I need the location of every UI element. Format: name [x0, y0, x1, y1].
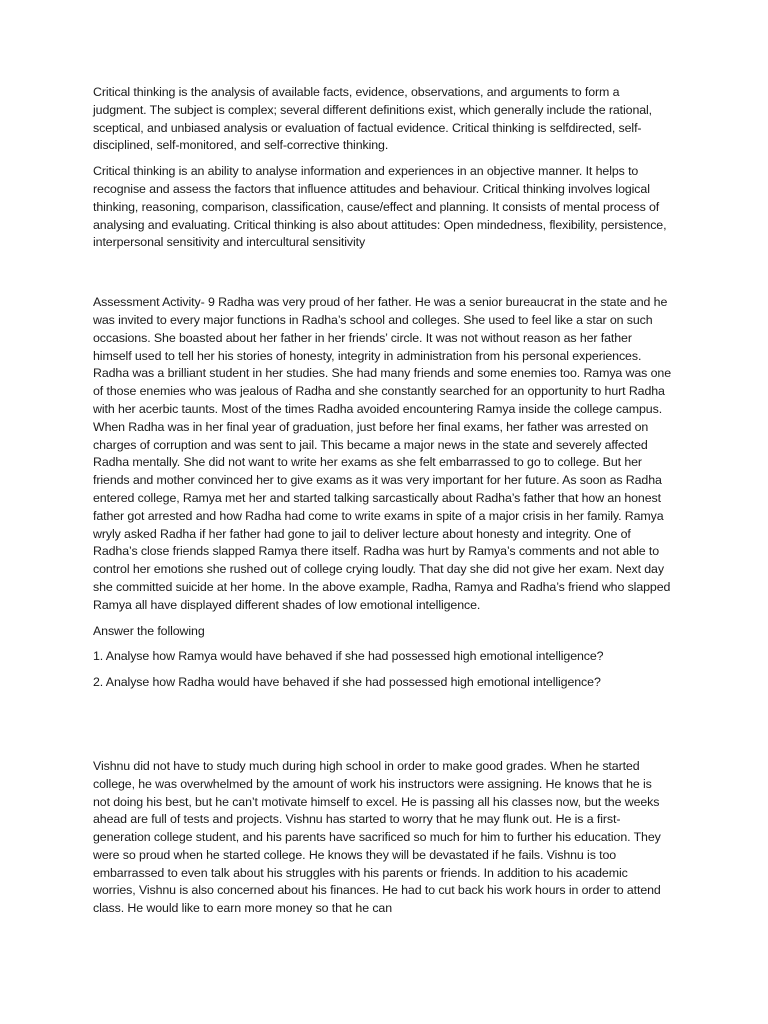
question-1: 1. Analyse how Ramya would have behaved if she had possessed high emotional intelligence? — [93, 649, 604, 664]
document-page — [93, 84, 671, 926]
paragraph-critical-thinking-definition: Critical thinking is the analysis of available facts, evidence, observations, and arguments to form a judgment. The subject is complex; several different definitions exist, which generally include the rational, sceptical, and unbiased analysis or evaluation of factual evidence. Critical thinking is selfdirected, self-disciplined, self-monitored, and self-corrective thinking. — [93, 85, 653, 153]
paragraph-vishnu-story: Vishnu did not have to study much during high school in order to make good grades. When he started college, he was overwhelmed by the amount of work his instructors were assigning. He knows that he is not doing his best, but he can’t motivate himself to excel. He is passing all his classes now, but the weeks ahead are full of tests and projects. Vishnu has started to worry that he may flunk out. He is a first-generation college student, and his parents have sacrificed so much for him to further his education. They were so proud when he started college. He knows they will be devastated if he fails. Vishnu is too embarrassed to even talk about his struggles with his parents or friends. In addition to his academic worries, Vishnu is also concerned about his finances. He had to cut back his work hours in order to attend class. He would like to earn more money so that he can — [93, 758, 661, 916]
spacer — [93, 700, 671, 758]
question-2: 2. Analyse how Radha would have behaved if she had possessed high emotional intelligence? — [93, 675, 601, 690]
paragraph-answer-prompt: Answer the following — [93, 623, 205, 638]
spacer — [93, 260, 671, 294]
paragraph-critical-thinking-ability: Critical thinking is an ability to analyse information and experiences in an objective manner. It helps to recognise and assess the factors that influence attitudes and behaviour. Critical thinking involves logical thinking, reasoning, comparison, classification, cause/effect and planning. It consists of mental process of analysing and evaluating. Critical thinking is also about attitudes: Open mindedness, flexibility, persistence, interpersonal sensitivity and intercultural sensitivity — [93, 164, 667, 250]
paragraph-assessment-activity: Assessment Activity- 9 Radha was very proud of her father. He was a senior bureaucrat in the state and he was invited to every major functions in Radha’s school and colleges. She used to feel like a star on such occasions. She boasted about her father in her friends’ circle. It was not without reason as her father himself used to tell her his stories of honesty, integrity in administration from his personal experiences. Radha was a brilliant student in her studies. She had many friends and some enemies too. Ramya was one of those enemies who was jealous of Radha and she constantly searched for an opportunity to hurt Radha with her acerbic taunts. Most of the times Radha avoided encountering Ramya inside the college campus. When Radha was in her final year of graduation, just before her final exams, her father was arrested on charges of corruption and was sent to jail. This became a major news in the state and severely affected Radha mentally. She did not want to write her exams as she felt embarrassed to go to college. But her friends and mother convinced her to give exams as it was very important for her future. As soon as Radha entered college, Ramya met her and started talking sarcastically about Radha’s father that how an honest father got arrested and how Radha had come to write exams in spite of a major crisis in her family. Ramya wryly asked Radha if her father had gone to jail to deliver lecture about honesty and integrity. One of Radha’s close friends slapped Ramya there itself. Radha was hurt by Ramya’s comments and not able to control her emotions she rushed out of college crying loudly. That day she did not give her exam. Next day she committed suicide at her home. In the above example, Radha, Ramya and Radha’s friend who slapped Ramya all have displayed different shades of low emotional intelligence. — [93, 295, 671, 612]
